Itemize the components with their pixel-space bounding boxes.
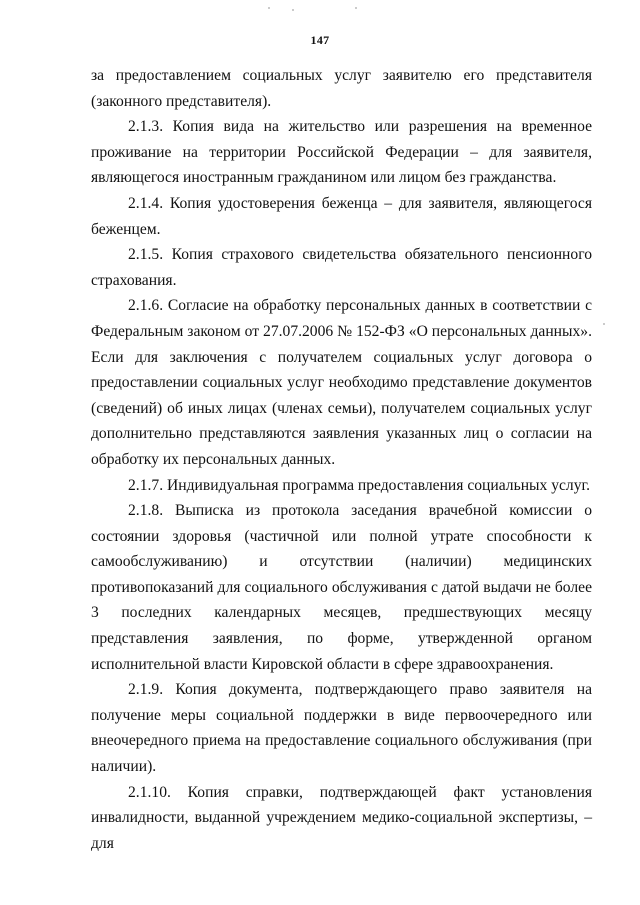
- paragraph-2-1-3: 2.1.3. Копия вида на жительство или разрешения на временное проживание на территории Российской Федерации – для заявителя, являющегося иностранным гражданином или лицом без гражданства.: [91, 118, 592, 187]
- paragraph-2-1-8: 2.1.8. Выписка из протокола заседания врачебной комиссии о состоянии здоровья (частичной или полной утрате способности к самообслуживанию) и отсутствии (наличии) медицинских противопоказаний для социального обслуживания с датой выдачи не более 3 последних календарных месяцев, предшествующих месяцу представления заявления, по форме, утвержденной органом исполнительной власти Кировской области в сфере здравоохранения.: [91, 502, 592, 673]
- scan-speck: [355, 7, 357, 9]
- document-body: [91, 63, 592, 856]
- paragraph-2-1-6: 2.1.6. Согласие на обработку персональных данных в соответствии с Федеральным законом от 27.07.2006 № 152-ФЗ «О персональных данных». Если для заключения с получателем социальных услуг договора о предоставлении социальных услуг необходимо представление документов (сведений) об иных лицах (членах семьи), получателем социальных услуг дополнительно представляются заявления указанных лиц о согласии на обработку их персональных данных.: [91, 297, 592, 468]
- paragraph-2-1-4: 2.1.4. Копия удостоверения беженца – для заявителя, являющегося беженцем.: [91, 194, 592, 238]
- page-number: 147: [310, 33, 330, 47]
- scan-speck: [268, 7, 270, 9]
- paragraph-2-1-10: 2.1.10. Копия справки, подтверждающей факт установления инвалидности, выданной учреждением медико-социальной экспертизы, – для: [91, 783, 592, 852]
- paragraph-2-1-5: 2.1.5. Копия страхового свидетельства обязательного пенсионного страхования.: [91, 246, 592, 289]
- scan-speck: [292, 9, 294, 11]
- paragraph-2-1-9: 2.1.9. Копия документа, подтверждающего право заявителя на получение меры социальной поддержки в виде первоочередного или внеочередного приема на предоставление социального обслуживания (при наличии).: [91, 681, 592, 776]
- paragraph-2-1-7: 2.1.7. Индивидуальная программа предоставления социальных услуг.: [128, 476, 591, 494]
- scan-speck: [603, 323, 605, 325]
- paragraph-continuation: за предоставлением социальных услуг заявителю его представителя (законного представителя).: [91, 67, 592, 110]
